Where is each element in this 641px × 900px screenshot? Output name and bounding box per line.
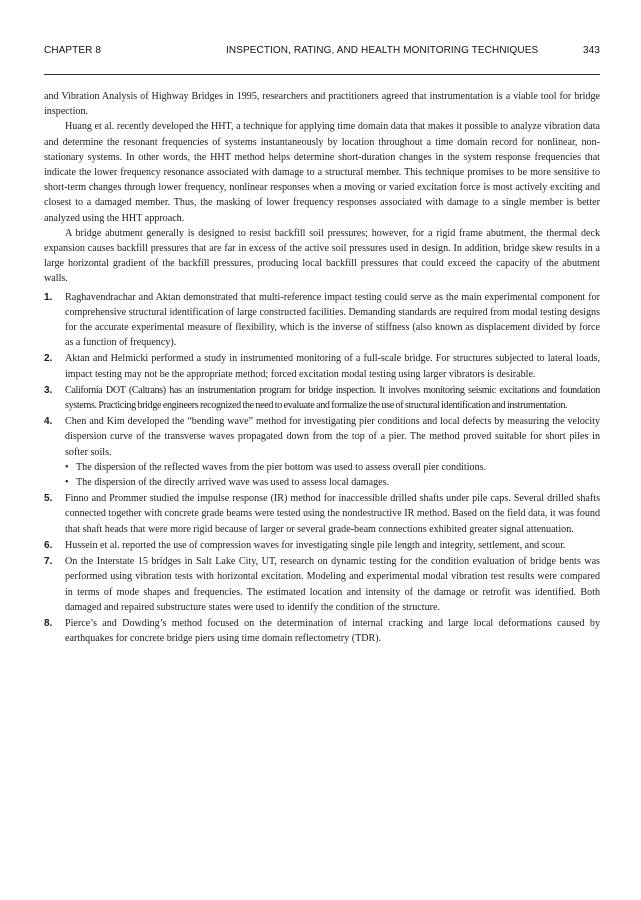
list-item-text: Raghavendrachar and Aktan demonstrated that multi-reference impact testing could serve as the main experimental component for comprehensive structural identification of large constructed facilities. Demanding standards are required from modal testing designs for the accurate experimental measure of flexibility, which is the inverse of stiffness (also known as displacement divided by force as a function of frequency). — [65, 291, 600, 349]
list-item-text: Chen and Kim developed the “bending wave” method for investigating pier conditions and local defects by measuring the velocity dispersion curve of the transverse waves propagated down from the top of a pier. The method proved suitable for short piles in softer soils. — [65, 416, 600, 458]
bullet-text: The dispersion of the directly arrived wave was used to assess local damages. — [76, 477, 390, 489]
bullet-item — [65, 460, 600, 475]
list-item-number: 4. — [44, 416, 53, 428]
bullet-icon: • — [65, 461, 69, 473]
list-item — [44, 554, 600, 615]
list-item-number: 3. — [44, 384, 53, 396]
list-item — [44, 383, 600, 413]
list-item-number: 7. — [44, 556, 53, 568]
list-item-number: 6. — [44, 539, 53, 551]
bullet-text: The dispersion of the reflected waves from the pier bottom was used to assess overall pier conditions. — [76, 461, 487, 473]
running-title: INSPECTION, RATING, AND HEALTH MONITORING TECHNIQUES — [226, 45, 539, 56]
list-item-number: 1. — [44, 291, 53, 303]
list-item — [44, 538, 600, 553]
list-item-number: 2. — [44, 353, 53, 365]
list-item-text: Hussein et al. reported the use of compression waves for investigating single pile length and integrity, settlement, and scour. — [65, 539, 566, 551]
list-item — [44, 414, 600, 490]
bullet-list — [65, 460, 600, 490]
body-text — [44, 89, 600, 647]
list-item-text: On the Interstate 15 bridges in Salt Lake City, UT, research on dynamic testing for the condition evaluation of bridge bents was performed using vibration tests with horizontal excitation. Modeling and experimental modal vibration test results were compared in terms of mode shapes and frequencies. The estimated location and intensity of the damage or retrofit was identified. Both damaged and repaired substructure states were used to identify the condition of the structure. — [65, 556, 600, 613]
list-item-text: California DOT (Caltrans) has an instrumentation program for bridge inspection. It involves monitoring seismic excitations and foundation systems. Practicing bridge engineers recognized the need to evaluate and formalize the use of structural identification and instrumentation. — [65, 384, 600, 412]
list-item — [44, 351, 600, 381]
bullet-icon: • — [65, 477, 69, 489]
paragraph: Huang et al. recently developed the HHT, a technique for applying time domain data that makes it possible to analyze vibration data and determine the resonant frequencies of systems instantaneously by location throughout a time domain record for nonlinear, non-stationary systems. In other words, the HHT method helps determine short-duration changes in the system response frequencies that indicate the lower frequency resonance associated with damage to a structural member. This technique promises to be more sensitive to short-term changes through lower frequency, nonlinear responses when a moving or varied excitation force is most actively exciting and closest to a damaged member. Thus, the masking of lower frequency responses associated with damage to a single member is better analyzed using the HHT approach. — [44, 121, 600, 224]
paragraph: A bridge abutment generally is designed to resist backfill soil pressures; however, for a rigid frame abutment, the thermal deck expansion causes backfill pressures that are far in excess of the active soil pressures used in design. In addition, bridge skew results in a large horizontal gradient of the backfill pressures, producing local backfill pressures that could exceed the capacity of the abutment walls. — [44, 227, 600, 285]
list-item-text: Aktan and Helmicki performed a study in instrumented monitoring of a full-scale bridge. For structures subjected to lateral loads, impact testing may not be the appropriate method; forced excitation modal testing using larger vibrators is desirable. — [65, 353, 600, 380]
list-item-text: Pierce’s and Dowding’s method focused on the determination of internal cracking and large local deformations caused by earthquakes for concrete bridge piers using time domain reflectometry (TDR). — [65, 617, 600, 645]
list-item — [44, 616, 600, 646]
running-head — [44, 30, 600, 75]
paragraph: and Vibration Analysis of Highway Bridges in 1995, researchers and practitioners agreed that instrumentation is a viable tool for bridge inspection. — [44, 91, 600, 118]
numbered-list — [44, 290, 600, 647]
chapter-label: CHAPTER 8 — [44, 45, 102, 56]
list-item — [44, 290, 600, 351]
list-item-number: 5. — [44, 493, 53, 505]
page-number: 343 — [583, 45, 600, 56]
list-item-number: 8. — [44, 617, 53, 629]
list-item — [44, 491, 600, 537]
list-item-text: Finno and Prommer studied the impulse response (IR) method for inaccessible drilled shafts under pile caps. Several drilled shafts connected together with concrete grade beams were tested using the nondestructive IR method. Based on the field data, it was found that shaft heads that were more rigid because of larger or several grade-beam connections exhibited greater signal attenuation. — [65, 493, 600, 535]
bullet-item — [65, 475, 600, 490]
